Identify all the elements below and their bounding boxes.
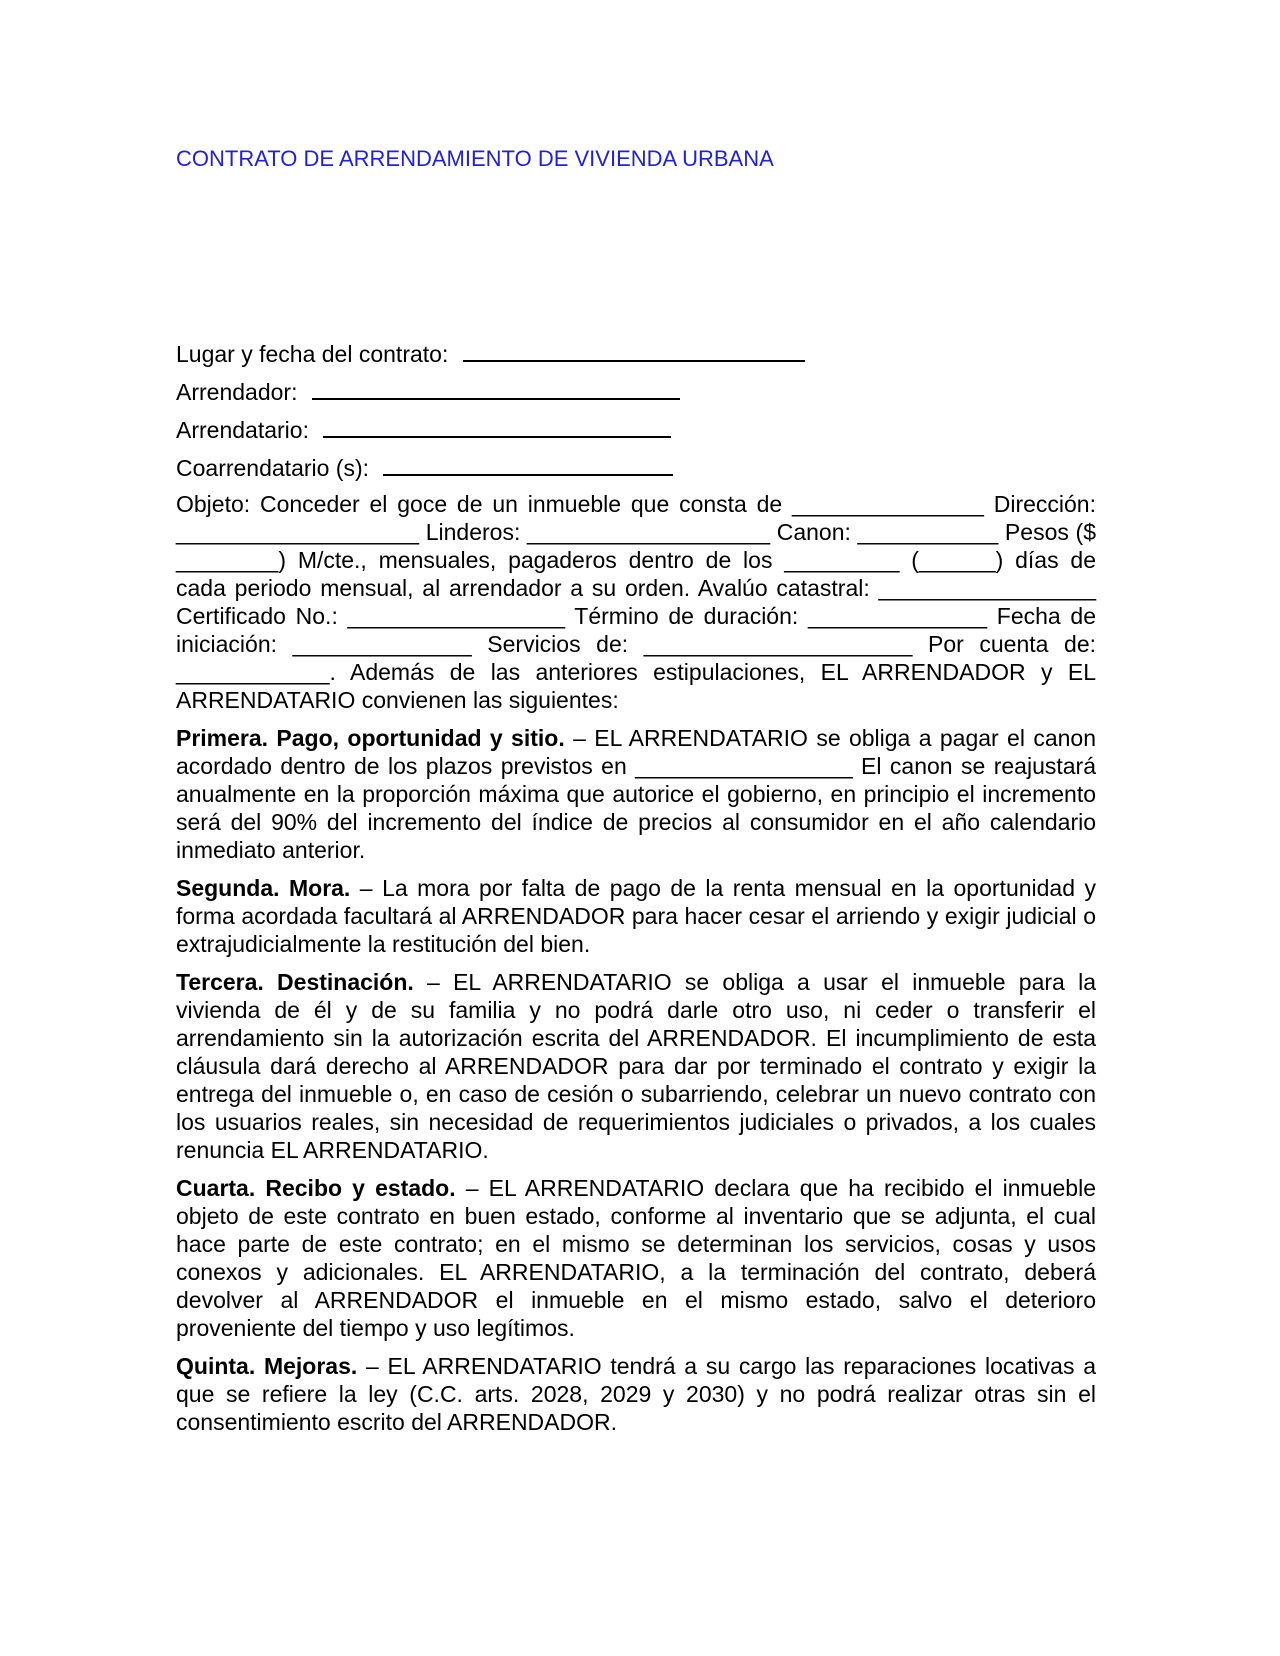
clause-text: – EL ARRENDATARIO declara que ha recibido el inmueble objeto de este contrato en buen estado, conforme al inventario que se adjunta, el cual hace parte de este contrato; en el mismo se determinan los servicios, cosas y usos conexos y adicionales. EL ARRENDATARIO, a la terminación del contrato, deberá devolver al ARRENDADOR el inmueble en el mismo estado, salvo el deterioro proveniente del tiempo y uso legítimos. (176, 1175, 1096, 1341)
clause-cuarta (176, 1174, 1096, 1342)
field-label: Arrendador: (176, 379, 298, 405)
clause-text: – EL ARRENDATARIO tendrá a su cargo las reparaciones locativas a que se refiere la ley (C.C. arts. 2028, 2029 y 2030) y no podrá realizar otras sin el consentimiento escrito del ARRENDADOR. (176, 1353, 1096, 1435)
field-label: Coarrendatario (s): (176, 455, 370, 481)
field-arrendatario (176, 414, 1096, 442)
blank-line (463, 338, 805, 362)
blank-line (312, 376, 680, 400)
clause-heading: Segunda. Mora. (176, 875, 351, 901)
clause-heading: Tercera. Destinación. (176, 969, 414, 995)
clause-text: – EL ARRENDATARIO se obliga a pagar el canon acordado dentro de los plazos previstos en _________________ El canon se reajustará anualmente en la proporción máxima que autorice el gobierno, en principio el incremento será del 90% del incremento del índice de precios al consumidor en el año calendario inmediato anterior. (176, 725, 1096, 863)
clause-segunda (176, 874, 1096, 958)
clause-quinta (176, 1352, 1096, 1436)
blank-line (383, 452, 673, 476)
contract-body (176, 490, 1096, 1446)
field-coarrendatario (176, 452, 1096, 480)
clause-text: – EL ARRENDATARIO se obliga a usar el inmueble para la vivienda de él y de su familia y no podrá darle otro uso, ni ceder o transferir el arrendamiento sin la autorización escrita del ARRENDADOR. El incumplimiento de esta cláusula dará derecho al ARRENDADOR para dar por terminado el contrato y exigir la entrega del inmueble o, en caso de cesión o subarriendo, celebrar un nuevo contrato con los usuarios reales, sin necesidad de requerimientos judiciales o privados, a los cuales renuncia EL ARRENDATARIO. (176, 969, 1096, 1163)
clause-heading: Primera. Pago, oportunidad y sitio. (176, 725, 565, 751)
clause-heading: Quinta. Mejoras. (176, 1353, 358, 1379)
field-lugar-fecha (176, 338, 1096, 366)
blank-line (323, 414, 671, 438)
clause-heading: Cuarta. Recibo y estado. (176, 1175, 456, 1201)
field-label: Lugar y fecha del contrato: (176, 341, 449, 367)
objeto-paragraph: Objeto: Conceder el goce de un inmueble que consta de _______________ Dirección: ___________________ Linderos: ___________________ Canon: ___________ Pesos ($ ________) M/cte., mensuales, pagaderos dentro de los _________ (______) días de cada periodo mensual, al arrendador a su orden. Avalúo catastral: _________________ Certificado No.: _________________ Término de duración: ______________ Fecha de iniciación: ______________ Servicios de: _____________________ Por cuenta de: ____________. Además de las anteriores estipulaciones, EL ARRENDADOR y EL ARRENDATARIO convienen las siguientes: (176, 491, 1096, 713)
clause-text: – La mora por falta de pago de la renta mensual en la oportunidad y forma acordada facultará al ARRENDADOR para hacer cesar el arriendo y exigir judicial o extrajudicialmente la restitución del bien. (176, 875, 1096, 957)
document-title: CONTRATO DE ARRENDAMIENTO DE VIVIENDA URBANA (176, 146, 774, 171)
field-arrendador (176, 376, 1096, 404)
field-label: Arrendatario: (176, 417, 309, 443)
clause-primera (176, 724, 1096, 864)
contract-header-fields (176, 338, 1096, 490)
clause-tercera (176, 968, 1096, 1164)
